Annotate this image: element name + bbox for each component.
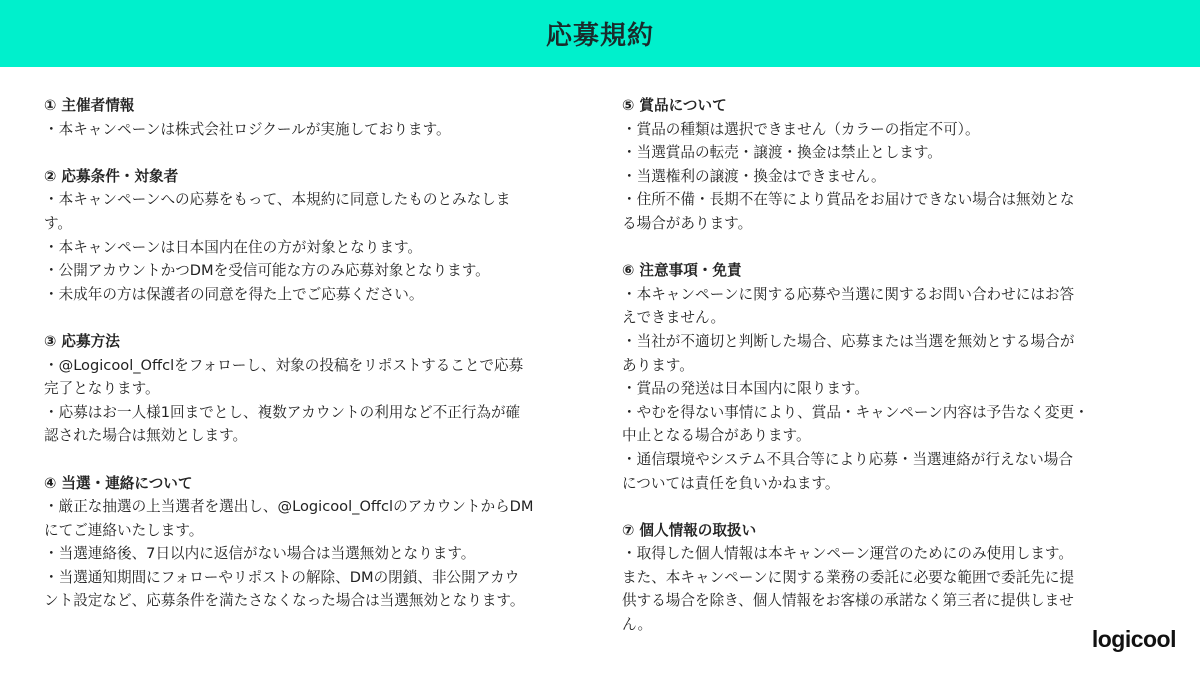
- section-line: ・やむを得ない事情により、賞品・キャンペーン内容は予告なく変更・: [622, 403, 1089, 421]
- section-line: あります。: [622, 356, 694, 374]
- section-line: 認された場合は無効とします。: [44, 427, 248, 445]
- section-notes-disclaimer: [622, 259, 1152, 495]
- section-line: については責任を負いかねます。: [622, 474, 840, 492]
- section-line: ・当選連絡後、7日以内に返信がない場合は当選無効となります。: [44, 545, 476, 563]
- section-heading: ⑥ 注意事項・免責: [622, 262, 742, 280]
- section-line: 中止となる場合があります。: [622, 427, 811, 445]
- section-organizer: [44, 94, 604, 141]
- section-heading: ⑤ 賞品について: [622, 97, 727, 114]
- section-winner-notification: [44, 472, 604, 614]
- section-line: ント設定など、応募条件を満たさなくなった場合は当選無効となります。: [44, 592, 525, 610]
- section-line: ・当選権利の譲渡・換金はできません。: [622, 167, 886, 185]
- section-line: ・当選通知期間にフォローやリポストの解除、DMの閉鎖、非公開アカウ: [44, 568, 520, 586]
- section-line: ・通信環境やシステム不具合等により応募・当選連絡が行えない場合: [622, 450, 1073, 468]
- section-eligibility: [44, 165, 604, 307]
- section-line: す。: [44, 214, 73, 232]
- section-heading: ① 主催者情報: [44, 97, 135, 114]
- section-line: にてご連絡いたします。: [44, 521, 204, 539]
- section-line: ・取得した個人情報は本キャンペーン運営のためにのみ使用します。: [622, 545, 1073, 563]
- section-line: ・賞品の発送は日本国内に限ります。: [622, 380, 869, 398]
- section-heading: ② 応募条件・対象者: [44, 167, 179, 185]
- page-header: [0, 0, 1200, 67]
- section-line: ・厳正な抽選の上当選者を選出し、@Logicool_OffclのアカウントからDM: [44, 498, 534, 516]
- section-privacy: [622, 519, 1152, 637]
- section-line: 完了となります。: [44, 380, 160, 398]
- section-line: ・応募はお一人様1回までとし、複数アカウントの利用など不正行為が確: [44, 403, 521, 421]
- section-line: ・住所不備・長期不在等により賞品をお届けできない場合は無効とな: [622, 191, 1075, 209]
- section-line: ・賞品の種類は選択できません（カラーの指定不可）。: [622, 120, 980, 138]
- section-line: ん。: [622, 616, 653, 634]
- section-line: 供する場合を除き、個人情報をお客様の承諾なく第三者に提供しませ: [622, 592, 1074, 610]
- logicool-logo: logicool: [1091, 626, 1176, 652]
- section-heading: ⑦ 個人情報の取扱い: [622, 521, 757, 539]
- section-line: ・未成年の方は保護者の同意を得た上でご応募ください。: [44, 285, 424, 303]
- section-heading: ③ 応募方法: [44, 332, 120, 350]
- section-line: ・本キャンペーンは日本国内在住の方が対象となります。: [44, 238, 422, 256]
- section-how-to-enter: [44, 330, 604, 448]
- terms-right-column: [622, 94, 1152, 660]
- section-line: ・@Logicool_Offclをフォローし、対象の投稿をリポストすることで応募: [44, 356, 524, 374]
- section-prizes: [622, 94, 1152, 236]
- section-line: また、本キャンペーンに関する業務の委託に必要な範囲で委託先に提: [622, 568, 1075, 586]
- section-line: ・本キャンペーンへの応募をもって、本規約に同意したものとみなしま: [44, 191, 511, 209]
- section-line: ・公開アカウントかつDMを受信可能な方のみ応募対象となります。: [44, 262, 490, 280]
- section-line: ・当社が不適切と判断した場合、応募または当選を無効とする場合が: [622, 332, 1075, 350]
- section-line: る場合があります。: [622, 214, 753, 232]
- section-heading: ④ 当選・連絡について: [44, 474, 193, 492]
- section-line: えできません。: [622, 309, 726, 327]
- section-line: ・本キャンペーンは株式会社ロジクールが実施しております。: [44, 120, 451, 138]
- terms-left-column: [44, 94, 604, 637]
- page-title: 応募規約: [545, 21, 654, 51]
- section-line: ・当選賞品の転売・譲渡・換金は禁止とします。: [622, 144, 942, 162]
- section-line: ・本キャンペーンに関する応募や当選に関するお問い合わせにはお答: [622, 285, 1075, 303]
